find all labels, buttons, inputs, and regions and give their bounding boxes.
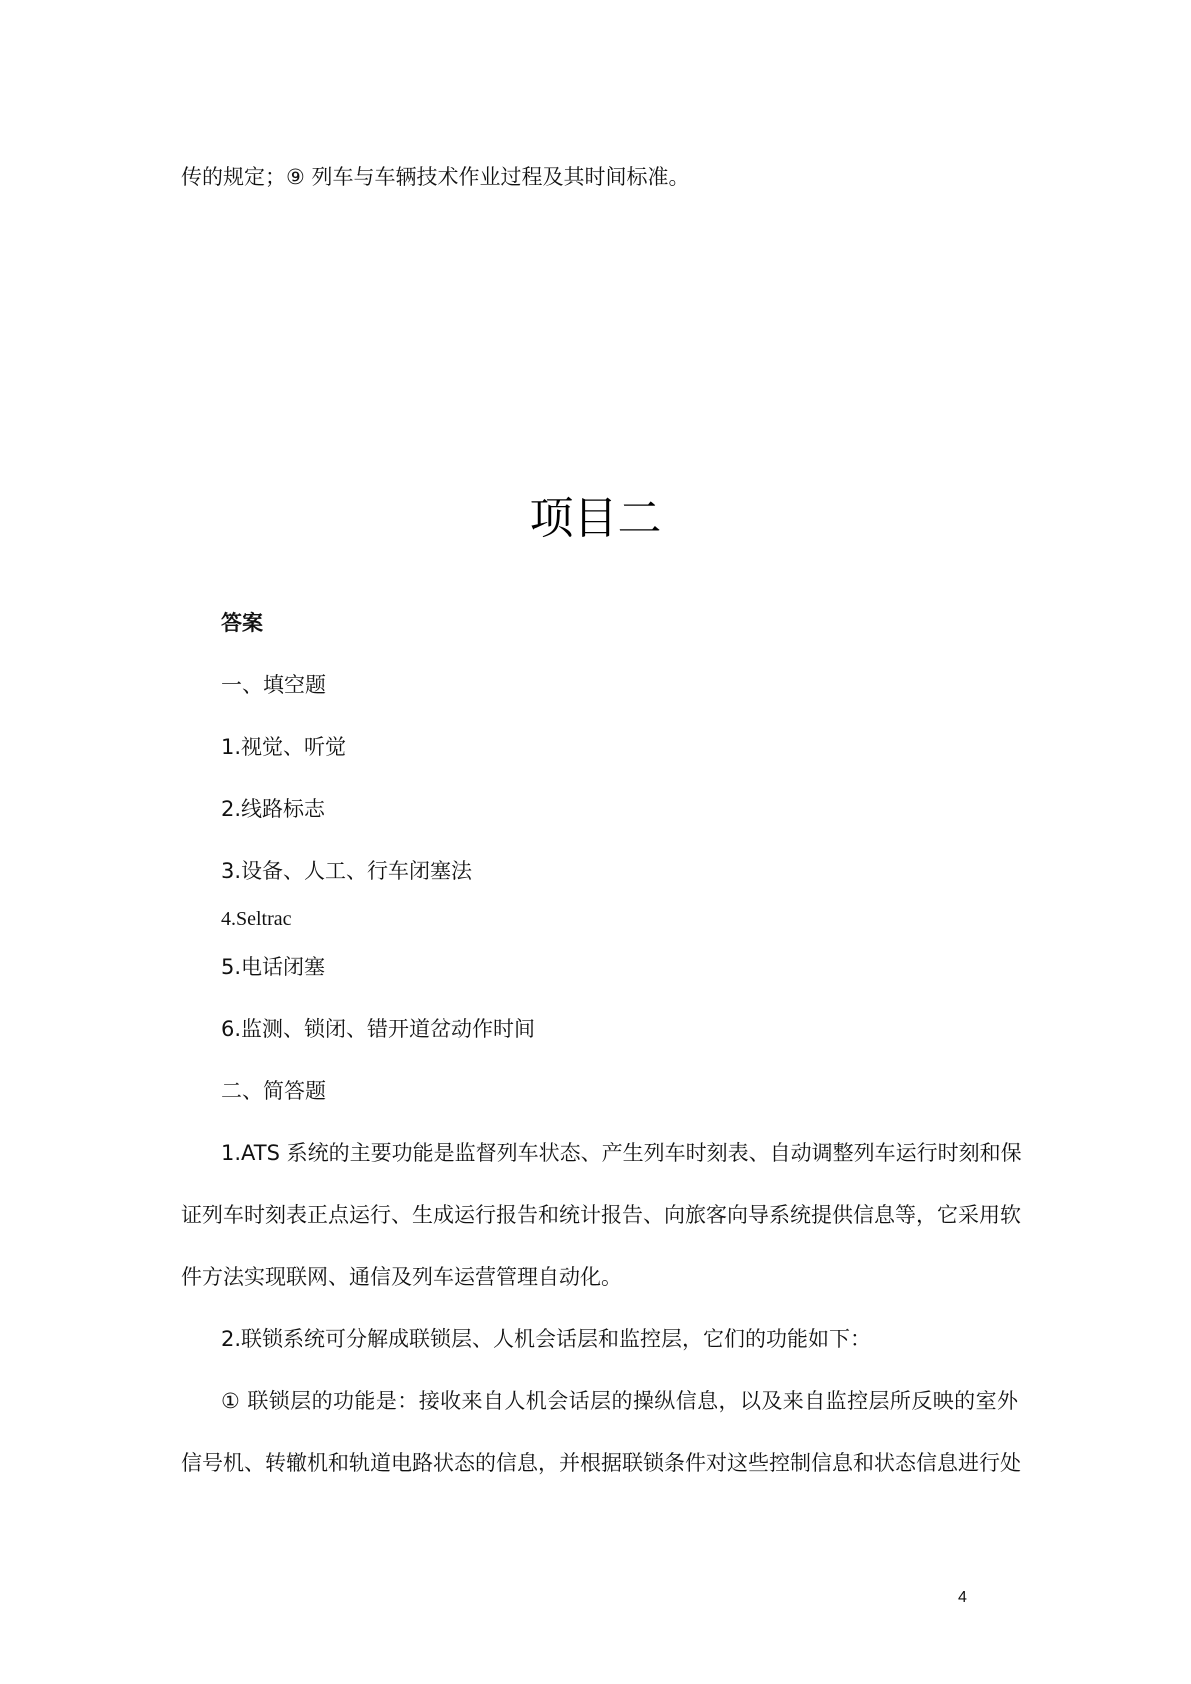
fill-blank-item-5: 5.电话闭塞	[221, 955, 326, 979]
fill-blank-item-2: 2.线路标志	[221, 797, 326, 821]
section1-heading: 一、填空题	[221, 673, 326, 697]
fill-blank-item-4: 4.Seltrac	[221, 908, 292, 930]
short-answer-1-line-2: 证列车时刻表正点运行、生成运行报告和统计报告、向旅客向导系统提供信息等，它采用软	[181, 1203, 1021, 1227]
section2-heading: 二、简答题	[221, 1079, 326, 1103]
fill-blank-item-6: 6.监测、锁闭、错开道岔动作时间	[221, 1017, 536, 1041]
answer-heading: 答案	[221, 611, 263, 635]
continuation-text: 传的规定；⑨ 列车与车辆技术作业过程及其时间标准。	[181, 165, 690, 189]
page-title: 项目二	[529, 493, 662, 544]
short-answer-1-line-3: 件方法实现联网、通信及列车运营管理自动化。	[181, 1265, 622, 1289]
short-answer-2-line-1: 2.联锁系统可分解成联锁层、人机会话层和监控层，它们的功能如下：	[221, 1327, 872, 1351]
short-answer-1-line-1: 1.ATS 系统的主要功能是监督列车状态、产生列车时刻表、自动调整列车运行时刻和保	[221, 1141, 1022, 1165]
fill-blank-item-3: 3.设备、人工、行车闭塞法	[221, 859, 473, 883]
fill-blank-item-1: 1.视觉、听觉	[221, 735, 347, 759]
short-answer-2-line-2: ① 联锁层的功能是：接收来自人机会话层的操纵信息，以及来自监控层所反映的室外	[221, 1389, 1018, 1413]
short-answer-2-line-3: 信号机、转辙机和轨道电路状态的信息，并根据联锁条件对这些控制信息和状态信息进行处	[181, 1451, 1021, 1475]
page-number: 4	[958, 1589, 967, 1606]
